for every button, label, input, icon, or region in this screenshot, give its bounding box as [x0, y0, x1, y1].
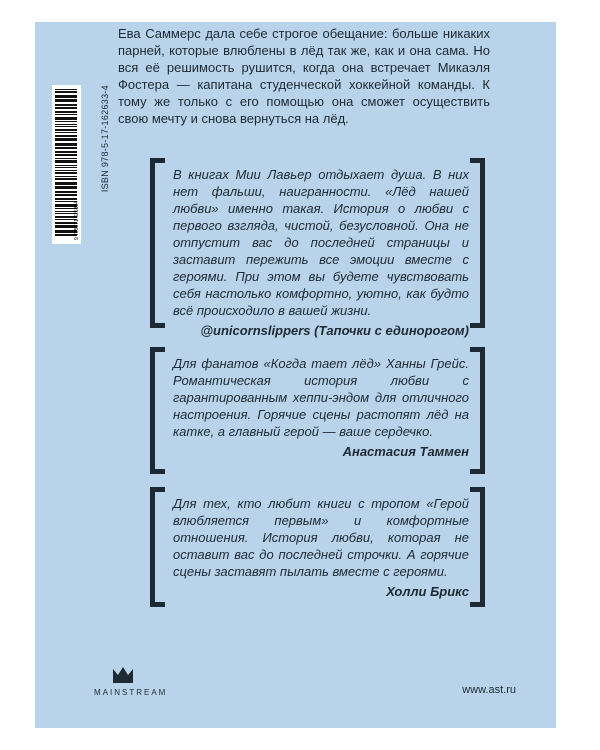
quote-3-text: Для тех, кто любит книги с тропом «Герой влюбляется первым» и комфортные отношения. История любви, которая не оставит вас до последней строчки. А горячие сцены заставят пылать вместе с героями.	[173, 496, 469, 579]
barcode-bar	[55, 138, 77, 141]
barcode-bar	[55, 91, 77, 93]
quote-2-text: Для фанатов «Когда тает лёд» Ханны Грейс. Романтическая история любви с гарантированным хеппи-эндом для отличного настроения. Горячие сцены растопят лёд на катке, а главный герой — ваше сердечко.	[173, 356, 469, 439]
barcode-bar	[55, 107, 77, 109]
barcode-bar	[55, 126, 77, 127]
barcode-bar	[55, 160, 77, 163]
barcode-bar	[55, 198, 77, 200]
quote-bracket-left	[150, 487, 165, 607]
barcode-bar	[55, 167, 77, 168]
barcode-bar	[55, 151, 77, 153]
barcode-bar	[55, 117, 77, 120]
barcode-bar	[55, 124, 77, 125]
isbn-text: ISBN 978-5-17-162633-4	[100, 85, 110, 193]
crown-logo-icon	[113, 667, 133, 683]
website: www.ast.ru	[462, 684, 516, 696]
barcode-bar	[55, 176, 77, 177]
quote-3	[173, 495, 469, 599]
barcode-bar	[55, 95, 77, 98]
quote-2-author: Анастасия Таммен	[342, 444, 469, 459]
barcode-bar	[55, 104, 77, 106]
barcode-bar	[55, 89, 77, 90]
barcode-digits: 9 785171 626334	[74, 201, 80, 240]
blurb-text: Ева Саммерс дала себе строгое обещание: больше никаких парней, которые влюблены в лёд так же, как и она сама. Но вся её решимость рушится, когда она встречает Микаэля Фостера — капитана студенческой хоккейной команды. К тому же только с его помощью она сможет осуществить свою мечту и снова вернуться на лёд.	[118, 26, 490, 126]
barcode-bar	[55, 154, 77, 156]
barcode-bar	[55, 172, 77, 174]
barcode	[52, 85, 81, 244]
barcode-bar	[55, 194, 77, 196]
barcode-bar	[55, 191, 77, 193]
publisher-logo: MAINSTREAM	[94, 688, 168, 697]
barcode-bar	[55, 135, 77, 137]
barcode-bar	[55, 178, 77, 180]
quote-bracket-right	[470, 347, 485, 474]
quote-2	[173, 355, 469, 459]
barcode-bar	[55, 143, 77, 146]
quote-1	[173, 166, 469, 338]
quote-3-author: Холли Брикс	[386, 584, 469, 599]
quote-bracket-right	[470, 487, 485, 607]
quote-bracket-left	[150, 158, 165, 328]
barcode-bar	[55, 182, 77, 185]
barcode-bar	[55, 158, 77, 159]
quote-bracket-left	[150, 347, 165, 474]
barcode-bar	[55, 170, 77, 171]
quote-1-text: В книгах Мии Лавьер отдыхает душа. В них нет фальши, наигранности. «Лёд нашей любви» именно такая. История о любви с первого взгляда, чистой, безусловной. Она не отпустит вас до последней страницы и заставит пережить все эмоции вместе с героями. При этом вы будете чувствовать себя настолько комфортно, уютно, как будто всё происходило в вашей жизни.	[173, 167, 469, 318]
barcode-bar	[55, 165, 77, 166]
quote-1-author: @unicornslippers (Тапочки с единорогом)	[200, 323, 469, 338]
barcode-bar	[55, 129, 77, 131]
barcode-bar	[55, 121, 77, 122]
barcode-bar	[55, 99, 77, 102]
quote-bracket-right	[470, 158, 485, 328]
barcode-bar	[55, 111, 77, 113]
barcode-bar	[55, 186, 77, 189]
barcode-bar	[55, 114, 77, 115]
barcode-bar	[55, 147, 77, 149]
barcode-bar	[55, 132, 77, 133]
